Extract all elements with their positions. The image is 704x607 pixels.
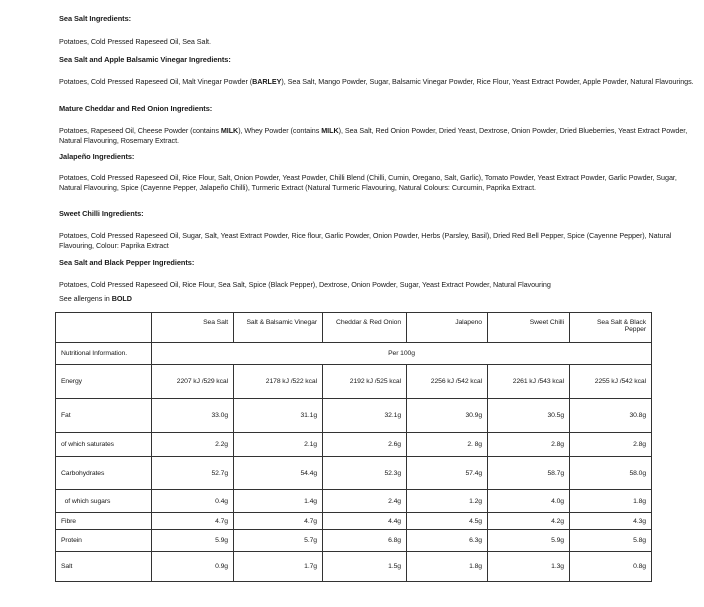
ingredients-sea-salt: Potatoes, Cold Pressed Rapeseed Oil, Sea Salt. <box>59 37 211 46</box>
table-row: Energy 2207 kJ /529 kcal 2178 kJ /522 kcal 2192 kJ /525 kcal 2256 kJ /542 kcal 2261 kJ /543 kcal 2255 kJ /542 kcal <box>56 365 652 399</box>
table-row: of which sugars 0.4g 1.4g 2.4g 1.2g 4.0g 1.8g <box>56 490 652 513</box>
col-header: Cheddar & Red Onion <box>323 313 407 343</box>
table-info-row <box>56 343 652 365</box>
allergen-milk: MILK <box>220 126 239 135</box>
per-100g-label: Per 100g <box>152 343 652 365</box>
heading-jalapeno: Jalapeño Ingredients: <box>59 152 135 161</box>
table-row: Fibre 4.7g 4.7g 4.4g 4.5g 4.2g 4.3g <box>56 513 652 530</box>
table-row: of which saturates 2.2g 2.1g 2.6g 2. 8g 2.8g 2.8g <box>56 433 652 457</box>
ingredients-jalapeno: Potatoes, Cold Pressed Rapeseed Oil, Rice Flour, Salt, Onion Powder, Yeast Powder, Chilli Blend (Chilli, Cumin, Oregano, Salt, Garlic), Tomato Powder, Yeast Extract Powder, Garlic Powder, Sugar, Natural Flavouring, Spice (Cayenne Pepper, Jalapeño Chilli), Turmeric Extract (Natural Turmeric Flavouring, Natural Colours: Curcumin, Paprika Extract. <box>59 173 677 192</box>
heading-cheddar: Mature Cheddar and Red Onion Ingredients: <box>59 104 213 113</box>
heading-balsamic: Sea Salt and Apple Balsamic Vinegar Ingredients: <box>59 55 231 64</box>
table-row: Fat 33.0g 31.1g 32.1g 30.9g 30.5g 30.8g <box>56 399 652 433</box>
info-label: Nutritional Information. <box>56 343 152 365</box>
heading-sweet-chilli: Sweet Chilli Ingredients: <box>59 209 144 218</box>
col-header: Sweet Chilli <box>488 313 570 343</box>
table-row: Protein 5.9g 5.7g 6.8g 6.3g 5.9g 5.8g <box>56 530 652 552</box>
col-header: Jalapeno <box>407 313 488 343</box>
col-header: Sea Salt & Black Pepper <box>570 313 652 343</box>
table-header-row <box>56 313 652 343</box>
heading-black-pepper: Sea Salt and Black Pepper Ingredients: <box>59 258 195 267</box>
ingredients-cheddar: Potatoes, Rapeseed Oil, Cheese Powder (contains MILK), Whey Powder (contains MILK), Sea Salt, Red Onion Powder, Dried Yeast, Dextrose, Onion Powder, Dried Blueberries, Yeast Extract Powder, Natural Flavouring, Rosemary Extract. <box>59 126 688 145</box>
ingredients-balsamic: Potatoes, Cold Pressed Rapeseed Oil, Malt Vinegar Powder (BARLEY), Sea Salt, Mango Powder, Sugar, Balsamic Vinegar Powder, Rice Flour, Yeast Extract Powder, Apple Powder, Natural Flavourings. <box>59 77 694 86</box>
table-row: Carbohydrates 52.7g 54.4g 52.3g 57.4g 58.7g 58.0g <box>56 457 652 490</box>
allergen-milk-2: MILK <box>321 126 339 135</box>
heading-sea-salt: Sea Salt Ingredients: <box>59 14 132 23</box>
ingredients-sweet-chilli: Potatoes, Cold Pressed Rapeseed Oil, Sugar, Salt, Yeast Extract Powder, Rice flour, Garlic Powder, Onion Powder, Herbs (Parsley, Basil), Dried Red Bell Pepper, Spice (Cayenne Pepper), Natural Flavouring, Colour: Paprika Extract <box>59 231 672 250</box>
col-header: Sea Salt <box>152 313 234 343</box>
ingredients-black-pepper: Potatoes, Cold Pressed Rapeseed Oil, Rice Flour, Sea Salt, Spice (Black Pepper), Dextrose, Onion Powder, Sugar, Yeast Extract Powder, Natural Flavouring <box>59 280 551 289</box>
col-header: Salt & Balsamic Vinegar <box>234 313 323 343</box>
allergen-barley: BARLEY <box>252 77 282 86</box>
nutrition-table <box>55 312 652 582</box>
table-row: Salt 0.9g 1.7g 1.5g 1.8g 1.3g 0.8g <box>56 552 652 582</box>
allergen-note: See allergens in BOLD <box>59 294 132 303</box>
